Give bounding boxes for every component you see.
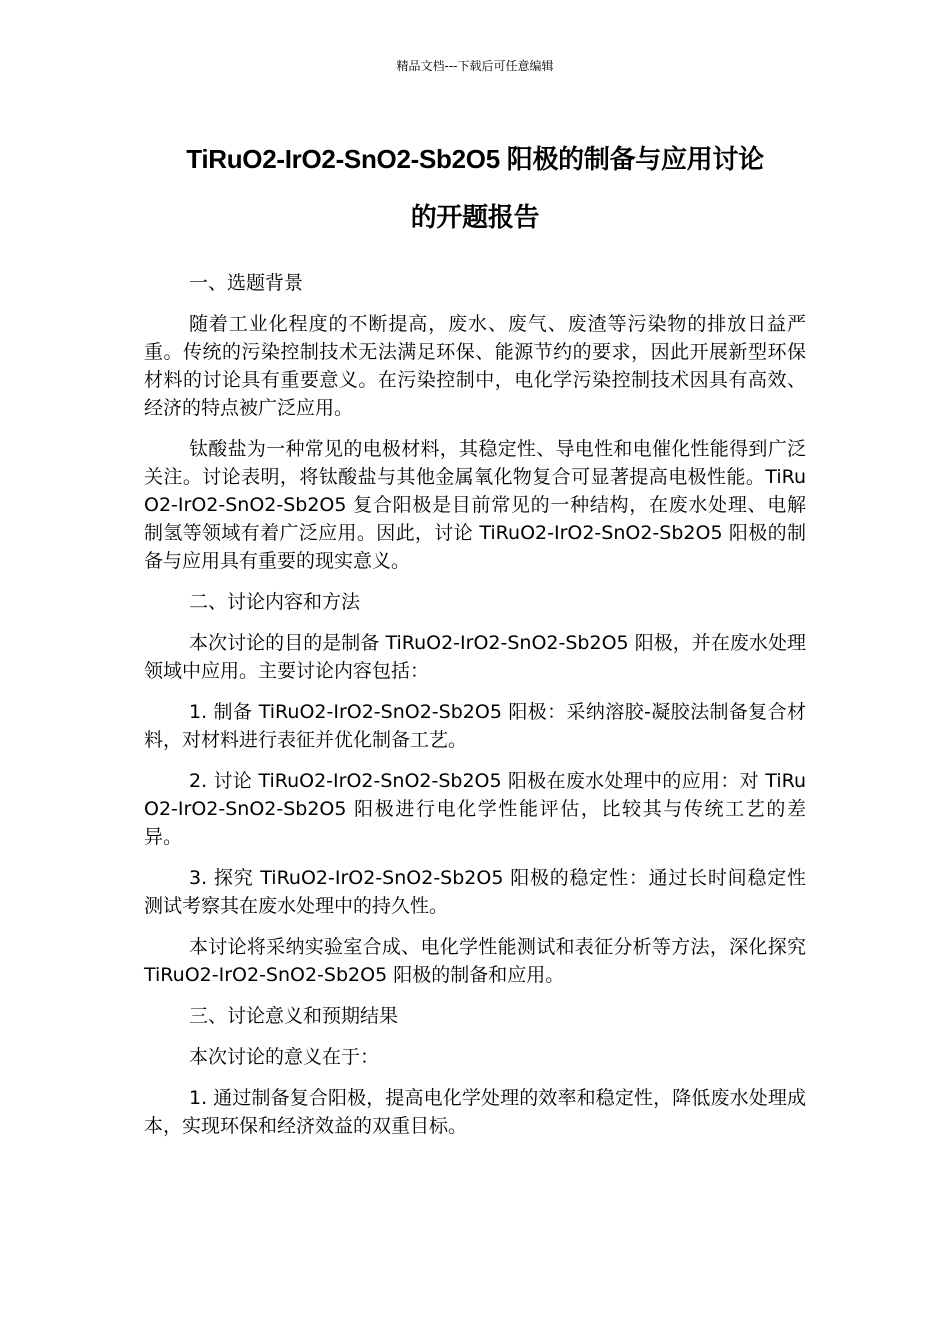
title-line-1: TiRuO2-IrO2-SnO2-Sb2O5 阳极的制备与应用讨论	[186, 144, 764, 174]
header-note: 精品文档---下载后可任意编辑	[396, 59, 554, 73]
list-item: 3. 探究 TiRuO2-IrO2-SnO2-Sb2O5 阳极的稳定性：通过长时间稳定性测试考察其在废水处理中的持久性。	[144, 867, 806, 917]
paragraph: 钛酸盐为一种常见的电极材料，其稳定性、导电性和电催化性能得到广泛关注。讨论表明，将钛酸盐与其他金属氧化物复合可显著提高电极性能。TiRuO2-IrO2-SnO2-Sb2O5 复合阳极是目前常见的一种结构，在废水处理、电解制氢等领域有着广泛应用。因此，讨论 TiRuO2-IrO2-SnO2-Sb2O5 阳极的制备与应用具有重要的现实意义。	[144, 438, 806, 572]
section-heading-content-methods: 二、讨论内容和方法	[189, 591, 361, 613]
title-line-2: 的开题报告	[410, 202, 540, 232]
paragraph: 本次讨论的意义在于：	[189, 1046, 380, 1068]
list-item: 2. 讨论 TiRuO2-IrO2-SnO2-Sb2O5 阳极在废水处理中的应用：对 TiRuO2-IrO2-SnO2-Sb2O5 阳极进行电化学性能评估，比较其与传统工艺的差异。	[144, 770, 806, 848]
paragraph: 本次讨论的目的是制备 TiRuO2-IrO2-SnO2-Sb2O5 阳极，并在废水处理领域中应用。主要讨论内容包括：	[144, 632, 806, 682]
section-heading-significance: 三、讨论意义和预期结果	[189, 1005, 399, 1027]
list-item: 1. 制备 TiRuO2-IrO2-SnO2-Sb2O5 阳极：采纳溶胶-凝胶法制备复合材料，对材料进行表征并优化制备工艺。	[144, 701, 806, 751]
list-item: 1. 通过制备复合阳极，提高电化学处理的效率和稳定性，降低废水处理成本，实现环保和经济效益的双重目标。	[144, 1087, 806, 1137]
section-heading-background: 一、选题背景	[189, 272, 304, 294]
paragraph: 随着工业化程度的不断提高，废水、废气、废渣等污染物的排放日益严重。传统的污染控制技术无法满足环保、能源节约的要求，因此开展新型环保材料的讨论具有重要意义。在污染控制中，电化学污染控制技术因具有高效、经济的特点被广泛应用。	[144, 313, 806, 419]
paragraph: 本讨论将采纳实验室合成、电化学性能测试和表征分析等方法，深化探究 TiRuO2-IrO2-SnO2-Sb2O5 阳极的制备和应用。	[144, 936, 806, 986]
document-body	[144, 269, 806, 1153]
document-title	[145, 130, 805, 246]
